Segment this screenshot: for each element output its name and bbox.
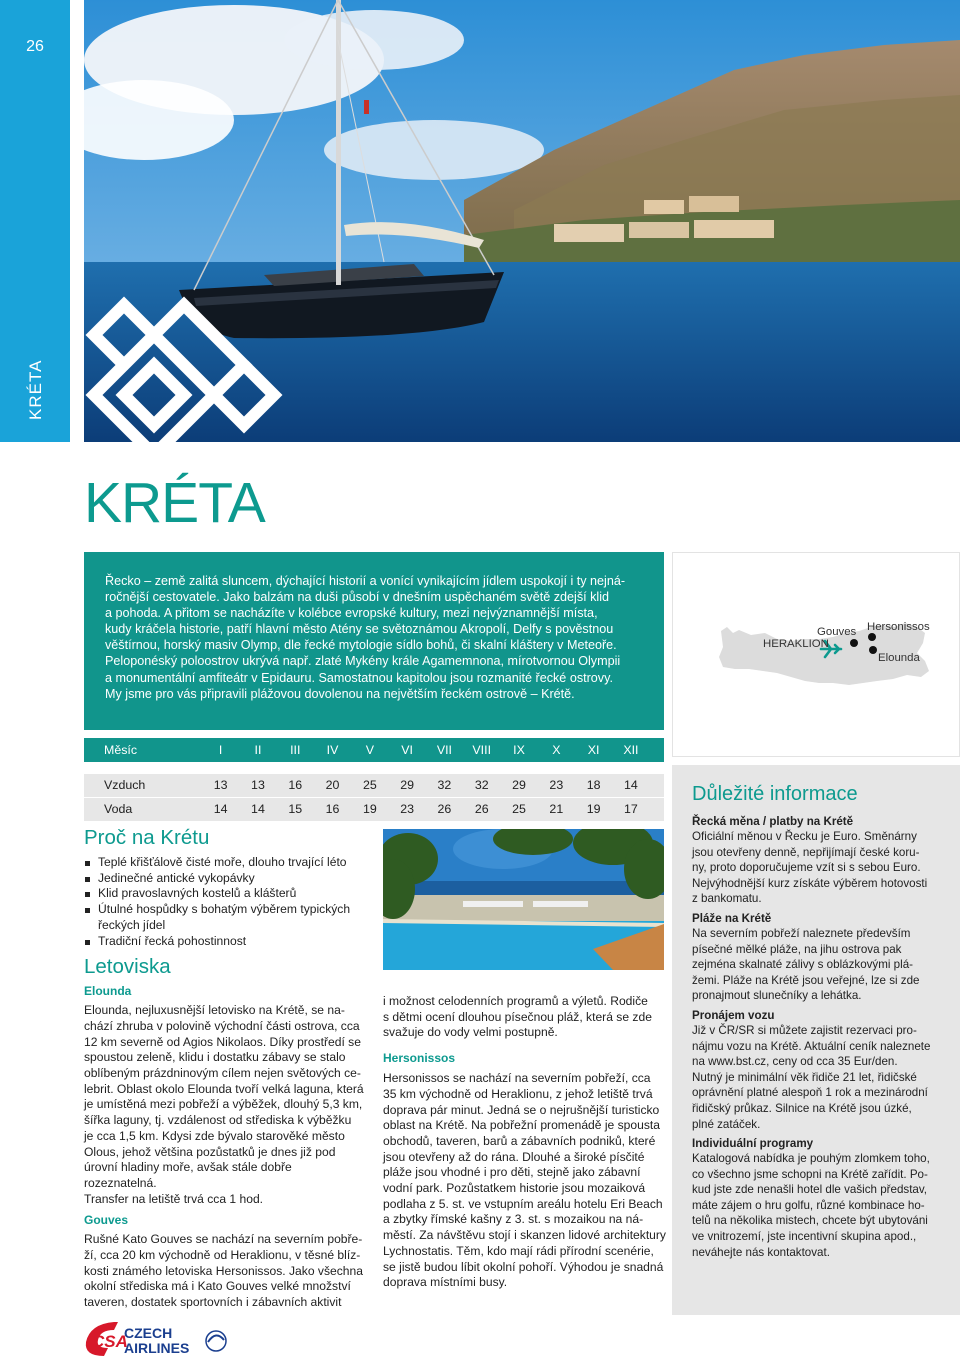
gouves-text: Rušné Kato Gouves se nachází na severním pobře- ží, cca 20 km východně od Heraklionu, v těsné blíz- kosti známého letoviska Hersonissos. Jako všechna okolní střediska má i Kato Gouves velké množství taveren, dostatek sportovních i zábavních aktivit <box>84 1232 363 1310</box>
month-cell: VII <box>436 742 452 757</box>
middle-column <box>383 994 666 1291</box>
page-number: 26 <box>26 38 44 55</box>
climate-header-label: Měsíc <box>104 742 138 757</box>
month-cell: IV <box>326 742 339 757</box>
climate-row-label: Voda <box>104 802 133 817</box>
info-section-heading: Pláže na Krétě <box>692 911 772 925</box>
temperature-cell: 16 <box>325 802 340 817</box>
intro-line: věštírnou, horský masiv Olymp, dle řecké mytologie sídlo bohů, či skalní kláštery v Meteoře. <box>105 638 617 653</box>
info-section-heading: Individuální programy <box>692 1137 814 1151</box>
elounda-heading: Elounda <box>84 984 132 999</box>
temperature-cell: 25 <box>362 778 377 793</box>
important-info-box <box>672 765 960 1315</box>
hero-photo <box>84 0 960 442</box>
list-item: Teplé křišťálově čisté moře, dlouho trvající léto <box>84 855 367 871</box>
temperature-cell: 26 <box>474 802 489 817</box>
left-column <box>84 826 367 1311</box>
month-cell: I <box>218 742 223 757</box>
pool-photo <box>383 829 664 970</box>
svg-text:CZECH: CZECH <box>124 1325 173 1341</box>
intro-line: kudy kráčela historie, patří hlavní město Atény se světoznámou Akropolí, Delfy s pověstnou <box>105 622 614 637</box>
info-section-text: Již v ČR/SR si můžete zajistit rezervaci pro- nájmu vozu na Krétě. Aktuální ceník naleznete na www.bst.cz, ceny od cca 35 Eur/den. Nutný je minimální věk řidiče 21 let, řidičské oprávnění platné alespoň 1 rok a mezinárodní řidičský průkaz. Silnice na Krétě jsou úzké, plné zatáček. <box>692 1023 931 1131</box>
info-title: Důležité informace <box>692 783 858 805</box>
intro-line: Peloponéský poloostrov ukrývá např. zlaté Mykény krále Agamemnona, mírotvornou Olympii <box>105 654 621 669</box>
temperature-cell: 19 <box>362 802 377 817</box>
resorts-heading: Letoviska <box>84 955 171 979</box>
czech-airlines-logo <box>84 1316 244 1358</box>
map-label-elounda: Elounda <box>878 652 920 664</box>
skyteam-icon <box>206 1331 226 1351</box>
month-cell: III <box>290 742 301 757</box>
svg-text:AIRLINES: AIRLINES <box>124 1340 190 1356</box>
temperature-cell: 32 <box>474 778 489 793</box>
month-cell: IX <box>513 742 525 757</box>
temperature-cell: 14 <box>213 802 228 817</box>
temperature-cell: 13 <box>251 778 265 793</box>
bullet-icon <box>85 892 90 897</box>
month-cell: II <box>254 742 262 757</box>
gouves-text-continued: i možnost celodenních programů a výletů. Rodiče s dětmi ocení dlouhou písečnou pláž, která se zde svažuje do vody velmi postupně. <box>383 994 652 1040</box>
bullet-icon <box>85 908 90 913</box>
list-item: Jedinečné antické vykopávky <box>84 871 367 887</box>
bullet-icon <box>85 861 90 866</box>
temperature-cell: 18 <box>586 778 601 793</box>
info-section-heading: Pronájem vozu <box>692 1008 775 1022</box>
month-cell: VIII <box>472 742 492 757</box>
month-cell: VI <box>401 742 413 757</box>
temperature-cell: 23 <box>400 802 415 817</box>
climate-header-row <box>84 738 664 762</box>
temperature-cell: 29 <box>400 778 415 793</box>
info-section-heading: Řecká měna / platby na Krétě <box>692 815 854 828</box>
temperature-cell: 14 <box>624 778 638 793</box>
month-cell: XII <box>623 742 639 757</box>
climate-row-label: Vzduch <box>104 778 146 793</box>
temperature-cell: 17 <box>624 802 638 817</box>
side-strip <box>0 0 70 442</box>
temperature-cell: 26 <box>437 802 452 817</box>
temperature-cell: 15 <box>288 802 303 817</box>
temperature-cell: 19 <box>586 802 601 817</box>
temperature-cell: 20 <box>325 778 340 793</box>
bullet-icon <box>85 877 90 882</box>
svg-text:CSA: CSA <box>92 1332 128 1351</box>
intro-line: a pohoda. A přitom se nacházíte v kolébce evropské kultury, mezi nejvýznamnější místa, <box>105 606 598 621</box>
temperature-cell: 23 <box>549 778 564 793</box>
crete-map <box>672 552 960 757</box>
list-item: Klid pravoslavných kostelů a klášterů <box>84 886 367 902</box>
info-section-text: Katalogová nabídka je pouhým zlomkem toho, co všechno jsme schopni na Krétě zařídit. Po- kud jste zde nenašli hotel dle vašich představ, máte zájem o hru golfu, různé kombinace ho- telů na několika mistech, chcete být ubytováni ve vnitrozemí, jste incentivní skupina apod., neváhejte nás kontaktovat. <box>692 1152 930 1259</box>
hersonissos-heading: Hersonissos <box>383 1051 456 1066</box>
climate-row-water <box>84 797 664 821</box>
month-cell: XI <box>587 742 600 757</box>
side-section-label: KRÉTA <box>26 359 45 420</box>
temperature-cell: 32 <box>437 778 452 793</box>
elounda-text: Elounda, nejluxusnější letovisko na Krétě, se na- chází zhruba v polovině východní části ostrova, cca 12 km severně od Agios Nikolaos. Díky prostředí se spoustou zeleně, klidu i dostatku zábavy se stalo oblíbeným prázdninovým cílem nejen světových ce- lebrit. Oblast okolo Elounda tvoří velká laguna, která je umístěná mezi pobřeží a výběžek, dlouhý 5,3 km, šířka laguny, tj. vzdálenost od střediska k výběžku je cca 1,5 km. Kdysi zde bývalo starověké město Olous, jehož většina pozůstatků je dnes již pod úrovní hladiny moře, avšak stále dobře rozeznatelná. Transfer na letiště trvá cca 1 hod. <box>84 1003 364 1206</box>
map-label-gouves: Gouves <box>817 626 857 638</box>
intro-line: Řecko – země zalitá sluncem, dýchající historií a vonící vynikajícím jídlem uspokojí i ty nejná- <box>105 574 626 588</box>
hersonissos-text: Hersonissos se nachází na severním pobřeží, cca 35 km východně od Heraklionu, z jehož letiště trvá doprava pár minut. Jedná se o nejrušnější turisticko oblast na Krétě. Na pobřežní promenádě je spousta obchodů, taveren, barů a zábavních podniků, které jsou otevřeny až do rána. Dlouhé a široké písčité pláže jsou vhodné i pro děti, stejně jako zábavní vodní park. Pozůstatkem historie jsou mozaiková podlaha z 5. st. ve vstupním areálu hotelu Eri Beach a zbytky římské kašny z 3. st. s mozaikou na ná- městí. Za návštěvu stojí i skanzen lidové architektury Lychnostatis. Těm, kdo mají rádi přírodní scenérie, se jistě budou líbit okolní pohoří. Výhodou je snadná doprava místními busy. <box>383 1071 666 1290</box>
bullet-icon <box>85 940 90 945</box>
temperature-cell: 14 <box>251 802 265 817</box>
temperature-cell: 25 <box>512 802 526 817</box>
intro-line: ročnější cestovatele. Jako balzám na duši působí v dnešním uspěchaném světě zdejší klid <box>105 590 610 605</box>
info-section-text: Na severním pobřeží naleznete především písečné mělké pláže, na jihu ostrova pak zejména skalnaté zálivy s oblázkovými plá- žemi. Pláže na Krétě jsou veřejné, lze si zde pronajmout slunečníky a lehátka. <box>692 926 920 1003</box>
intro-line: My jsme pro vás připravili plážovou dovolenou na největším řeckém ostrově – Krétě. <box>105 686 575 701</box>
month-cell: V <box>365 742 374 757</box>
gouves-heading: Gouves <box>84 1213 129 1228</box>
map-label-hersonissos: Hersonissos <box>867 621 930 633</box>
list-item: Útulné hospůdky s bohatým výběrem typických řeckých jídel <box>84 902 367 933</box>
why-list <box>84 855 367 949</box>
why-heading: Proč na Krétu <box>84 826 210 849</box>
month-cell: X <box>552 742 561 757</box>
climate-row-air <box>84 774 664 798</box>
page-title: KRÉTA <box>84 471 265 535</box>
intro-box <box>84 552 664 730</box>
list-item: Tradiční řecká pohostinnost <box>84 934 367 950</box>
temperature-cell: 21 <box>549 802 564 817</box>
map-label-heraklion: HERAKLION <box>763 638 829 650</box>
temperature-cell: 13 <box>213 778 228 793</box>
info-section-text: Oficiální měnou v Řecku je Euro. Směnárny jsou otevřeny denně, nepřijímají české koru- ny, proto doporučujeme vzít si s sebou Euro. Nejvýhodnější kurz získáte výběrem hotovosti z bankomatu. <box>692 830 928 906</box>
temperature-cell: 29 <box>512 778 526 793</box>
intro-line: a monumentální amfiteátr v Epidauru. Samostatnou kapitolou jsou rozmanité řecké ostrovy. <box>105 670 613 685</box>
temperature-cell: 16 <box>288 778 303 793</box>
climate-table <box>84 738 664 821</box>
